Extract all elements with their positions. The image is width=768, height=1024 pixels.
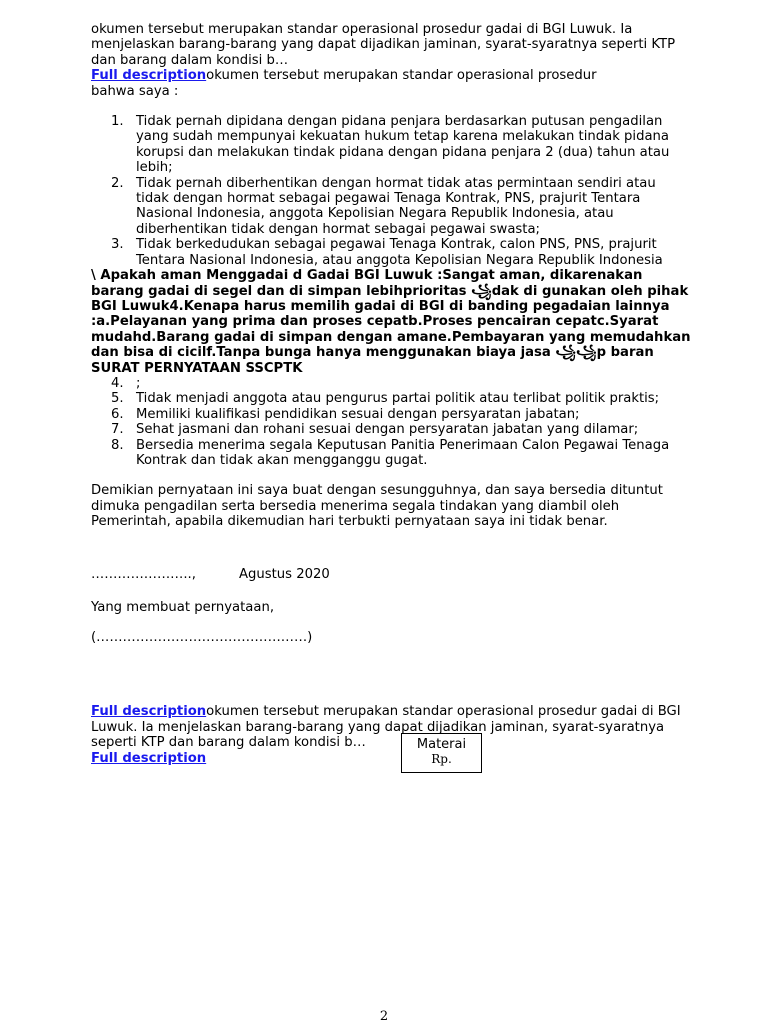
materai-label: Materai	[416, 737, 467, 752]
full-description-link[interactable]: Full description	[91, 68, 207, 84]
place-dots: …………………..,	[91, 566, 196, 582]
page-number: 2	[379, 1009, 389, 1024]
intro-continuation: okumen tersebut merupakan standar operasional prosedur	[206, 68, 597, 84]
list-item: 8. Bersedia menerima segala Keputusan Panitia Penerimaan Calon Pegawai Tenaga Kontrak dan tidak akan mengganggu gugat.	[111, 437, 670, 468]
list-item: 4. ;	[111, 375, 141, 391]
full-description-link[interactable]: Full description	[91, 704, 207, 720]
list-item: 7. Sehat jasmani dan rohani sesuai dengan persyaratan jabatan yang dilamar;	[111, 422, 639, 438]
footer-text: okumen tersebut merupakan standar operasional prosedur gadai di BGI Luwuk. Ia menjelaskan barang-barang yang dapat dijadikan jaminan, syarat-syaratnya seperti KTP dan barang dalam kondisi b…	[91, 704, 681, 751]
list-item: 5. Tidak menjadi anggota atau pengurus partai politik atau terlibat politik praktis;	[111, 391, 660, 407]
date-line	[91, 567, 691, 585]
list-a	[91, 114, 691, 268]
list-item: 3. Tidak berkedudukan sebagai pegawai Tenaga Kontrak, calon PNS, PNS, prajurit Tentara Nasional Indonesia, atau anggota Kepolisian Negara Republik Indonesia	[111, 237, 663, 268]
signature-date: Agustus 2020	[239, 566, 330, 582]
closing-paragraph: Demikian pernyataan ini saya buat dengan sesungguhnya, dan saya bersedia dituntut dimuka pengadilan serta bersedia menerima segala tindakan yang diambil oleh Pemerintah, apabila dikemudian hari terbukti pernyataan saya ini tidak benar.	[91, 483, 663, 530]
list-item: 2. Tidak pernah diberhentikan dengan hormat tidak atas permintaan sendiri atau tidak dengan hormat sebagai pegawai Tenaga Kontrak, PNS, prajurit Tentara Nasional Indonesia, anggota Kepolisian Negara Republik Indonesia, atau diberhentikan tidak dengan hormat sebagai pegawai swasta;	[111, 175, 656, 237]
materai-stamp-box	[401, 733, 482, 773]
intro-link-line	[91, 68, 691, 83]
document-body	[91, 22, 691, 766]
footer-paragraph	[91, 704, 691, 750]
materai-rp: Rp.	[431, 752, 452, 766]
section-heading: SURAT PERNYATAAN SSCPTK	[91, 360, 303, 376]
intro-paragraph: okumen tersebut merupakan standar operasional prosedur gadai di BGI Luwuk. Ia menjelaskan barang-barang yang dapat dijadikan jaminan, syarat-syaratnya seperti KTP dan barang dalam kondisi b…	[91, 22, 676, 68]
list-item: 6. Memiliki kualifikasi pendidikan sesuai dengan persyaratan jabatan;	[111, 406, 580, 422]
footer-link-line	[91, 751, 691, 766]
list-b	[91, 376, 691, 468]
bold-paragraph: \ Apakah aman Menggadai d Gadai BGI Luwuk :Sangat aman, dikarenakan barang gadai di segel dan di simpan lebihprioritas ꧁dak di gunakan oleh pihak BGI Luwuk4.Kenapa harus memilih gadai di BGI di banding pegadaian lainnya :a.Pelayanan yang prima dan proses cepatb.Proses pencairan cepatc.Syarat mudahd.Barang gadai di simpan dengan amane.Pembayaran yang memudahkan dan bisa di cicilf.Tanpa bunga hanya menggunakan biaya jasa ꧁꧁p baran	[91, 268, 691, 361]
list-item: 1. Tidak pernah dipidana dengan pidana penjara berdasarkan putusan pengadilan yang sudah mempunyai kekuatan hukum tetap karena melakukan tindak pidana korupsi dan melakukan tindak pidana dengan pidana penjara 2 (dua) tahun atau lebih;	[111, 114, 670, 176]
maker-label: Yang membuat pernyataan,	[91, 599, 275, 615]
full-description-link[interactable]: Full description	[91, 750, 207, 766]
name-dots: (…………………………………………)	[91, 630, 313, 645]
bahwa-saya: bahwa saya :	[91, 83, 179, 99]
